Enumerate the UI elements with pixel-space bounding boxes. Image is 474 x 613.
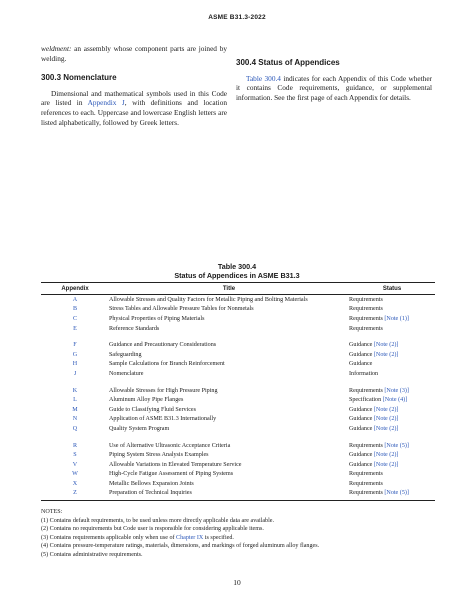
appendix-title: Guidance and Precautionary Considerations — [109, 342, 217, 349]
appendix-status: Guidance — [349, 351, 373, 358]
table-row — [41, 324, 435, 334]
appendix-status-cell — [349, 443, 435, 449]
appendix-link[interactable]: Z — [73, 490, 77, 497]
weldment-text: an assembly whose component parts are joined by welding. — [41, 44, 227, 63]
note-link[interactable]: [Note (3)] — [384, 387, 409, 394]
appendix-title: Allowable Variations in Elevated Temperature Service — [109, 461, 242, 468]
status-text: indicates for each Appendix of this Code whether it contains Code requirements, guidance, or supplemental information. See the first page of each Appendix for details. — [236, 73, 432, 102]
note-3-text-a: (3) Contains requirements applicable only when use of — [41, 534, 177, 541]
appendix-title: Nomenclature — [109, 370, 144, 377]
appendix-link[interactable]: K — [72, 387, 78, 394]
left-column — [41, 44, 227, 127]
note-link[interactable]: [Note (2)] — [373, 342, 399, 349]
appendix-link[interactable]: R — [72, 442, 78, 449]
appendix-link[interactable]: S — [73, 452, 77, 459]
table-row — [41, 460, 435, 470]
note-link[interactable]: [Note (2)] — [373, 425, 399, 432]
table-title — [0, 262, 474, 280]
appendix-status-cell — [349, 416, 435, 422]
appendix-status-cell — [349, 452, 435, 458]
notes-heading: NOTES: — [41, 509, 63, 515]
appendix-status-cell — [349, 361, 435, 367]
appendix-link[interactable]: E — [73, 325, 77, 332]
appendix-link[interactable]: M — [72, 406, 78, 413]
note-link[interactable]: [Note (4)] — [382, 397, 408, 404]
status-paragraph — [236, 74, 432, 103]
appendix-title: Piping System Stress Analysis Examples — [109, 452, 209, 459]
appendix-status: Requirements — [349, 480, 383, 487]
appendices-table — [41, 282, 435, 501]
chapter-ix-link[interactable]: Chapter IX — [176, 534, 204, 541]
appendix-link[interactable]: X — [72, 480, 78, 487]
appendix-status: Requirements — [349, 387, 383, 394]
appendix-status-cell — [349, 316, 435, 322]
appendix-link[interactable]: L — [73, 397, 77, 404]
table-row — [41, 405, 435, 415]
table-number: Table 300.4 — [217, 262, 257, 271]
appendix-title: Sample Calculations for Branch Reinforcement — [109, 361, 225, 368]
right-column — [236, 58, 432, 102]
table-row — [41, 415, 435, 425]
note-link[interactable]: [Note (2)] — [373, 416, 399, 423]
table-body — [41, 295, 435, 498]
appendix-status: Guidance — [349, 461, 373, 468]
appendix-link[interactable]: J — [73, 370, 77, 377]
appendix-status: Guidance — [349, 342, 373, 349]
appendix-status: Requirements — [349, 306, 383, 313]
table-header-row — [41, 282, 435, 295]
appendix-link[interactable]: H — [72, 361, 78, 368]
table-row — [41, 360, 435, 370]
table-row — [41, 314, 435, 324]
appendix-title: High-Cycle Fatigue Assessment of Piping Systems — [109, 471, 234, 478]
note-link[interactable]: [Note (1)] — [384, 315, 409, 322]
section-heading-300-3: 300.3 Nomenclature — [41, 73, 117, 83]
appendix-status: Requirements — [349, 315, 383, 322]
header-title: Title — [222, 285, 236, 292]
note-5: (5) Contains administrative requirements. — [41, 551, 143, 558]
header-status: Status — [382, 285, 402, 292]
note-4: (4) Contains pressure-temperature ratings, materials, dimensions, and markings of forged aluminum alloy flanges. — [41, 543, 320, 549]
term-weldment: weldment: — [41, 44, 72, 53]
appendix-link[interactable]: G — [72, 351, 78, 358]
appendix-status-cell — [349, 407, 435, 413]
appendix-title: Allowable Stresses and Quality Factors for Metallic Piping and Bolting Materials — [109, 296, 308, 303]
table-row — [41, 395, 435, 405]
appendix-link[interactable]: W — [72, 471, 78, 478]
appendix-link[interactable]: N — [72, 416, 78, 423]
note-link[interactable]: [Note (2)] — [373, 406, 399, 413]
weldment-definition — [41, 44, 227, 63]
running-header: ASME B31.3-2022 — [208, 14, 266, 21]
appendix-status-cell — [349, 352, 435, 358]
appendix-status-cell — [349, 371, 435, 377]
appendix-status: Requirements — [349, 325, 383, 332]
appendix-title: Guide to Classifying Fluid Services — [109, 406, 196, 413]
appendix-title: Quality System Program — [109, 425, 170, 432]
nomenclature-text-a: Dimensional and mathematical symbols used in this Code are listed in — [41, 88, 227, 108]
appendix-title: Metallic Bellows Expansion Joints — [109, 480, 194, 487]
appendix-status: Guidance — [349, 425, 373, 432]
page-number: 10 — [233, 578, 241, 587]
appendix-status-cell — [349, 397, 435, 403]
note-3 — [41, 534, 435, 543]
appendix-link[interactable]: Q — [72, 425, 78, 432]
appendix-title: Use of Alternative Ultrasonic Acceptance Criteria — [109, 442, 231, 449]
appendix-status-cell — [349, 490, 435, 496]
appendix-status-cell — [349, 342, 435, 348]
table-row — [41, 369, 435, 379]
appendix-title: Reference Standards — [109, 325, 160, 332]
appendix-title: Stress Tables and Allowable Pressure Tables for Nonmetals — [109, 306, 254, 313]
appendix-link[interactable]: F — [73, 342, 77, 349]
appendix-status: Guidance — [349, 452, 373, 459]
appendix-j-link[interactable]: Appendix J — [87, 98, 125, 108]
appendix-status: Guidance — [349, 361, 373, 368]
appendix-status-cell — [349, 481, 435, 487]
appendix-status: Requirements — [349, 296, 383, 303]
header-appendix: Appendix — [61, 285, 89, 292]
appendix-status: Guidance — [349, 406, 373, 413]
table-row — [41, 450, 435, 460]
appendix-title: Allowable Stresses for High Pressure Piping — [109, 387, 218, 394]
table-row — [41, 295, 435, 305]
section-heading-300-4: 300.4 Status of Appendices — [236, 58, 340, 67]
appendix-title: Physical Properties of Piping Materials — [109, 315, 205, 322]
appendix-title: Aluminum Alloy Pipe Flanges — [109, 397, 184, 404]
table-row — [41, 350, 435, 360]
appendix-status-cell — [349, 426, 435, 432]
appendix-status: Information — [349, 370, 379, 377]
table-notes — [41, 508, 435, 559]
note-3-text-b: is specified. — [203, 534, 234, 541]
table-300-4-link[interactable]: Table 300.4 — [246, 73, 281, 83]
note-link[interactable]: [Note (2)] — [373, 461, 399, 468]
appendix-title: Application of ASME B31.3 Internationally — [109, 416, 217, 423]
appendix-status-cell — [349, 306, 435, 312]
appendix-status: Specification — [349, 397, 382, 404]
table-row — [41, 470, 435, 480]
table-bottom-rule — [41, 500, 435, 501]
group-spacer — [41, 434, 435, 441]
group-spacer — [41, 379, 435, 386]
appendix-link[interactable]: C — [72, 315, 78, 322]
table-row — [41, 441, 435, 451]
nomenclature-text-b: , with definitions and location references to each. Uppercase and lowercase English letters are listed alphabetically, followed by Greek letters. — [41, 98, 227, 127]
note-1: (1) Contains default requirements, to be used unless more directly applicable data are available. — [41, 517, 274, 524]
note-link[interactable]: [Note (2)] — [373, 351, 399, 358]
appendix-link[interactable]: B — [72, 306, 78, 313]
appendix-status: Requirements — [349, 471, 383, 478]
appendix-title: Safeguarding — [109, 351, 142, 358]
note-link[interactable]: [Note (2)] — [373, 452, 399, 459]
note-2: (2) Contains no requirements but Code user is responsible for considering applicable items. — [41, 526, 264, 532]
appendix-link[interactable]: V — [72, 461, 78, 468]
appendix-status: Requirements — [349, 442, 383, 449]
appendix-status: Requirements — [349, 490, 383, 497]
note-link[interactable]: [Note (5)] — [384, 442, 409, 449]
appendix-status-cell — [349, 297, 435, 303]
appendix-title: Preparation of Technical Inquiries — [109, 490, 192, 497]
appendix-status-cell — [349, 326, 435, 332]
appendix-status-cell — [349, 388, 435, 394]
table-row — [41, 340, 435, 350]
appendix-status-cell — [349, 462, 435, 468]
table-row — [41, 386, 435, 396]
table-row — [41, 489, 435, 499]
group-spacer — [41, 333, 435, 340]
appendix-status: Guidance — [349, 416, 373, 423]
table-row — [41, 479, 435, 489]
note-link[interactable]: [Note (5)] — [384, 490, 409, 497]
table-row — [41, 424, 435, 434]
nomenclature-paragraph — [41, 89, 227, 127]
table-caption: Status of Appendices in ASME B31.3 — [174, 271, 300, 280]
table-row — [41, 305, 435, 315]
appendix-link[interactable]: A — [72, 296, 78, 303]
appendix-status-cell — [349, 471, 435, 477]
